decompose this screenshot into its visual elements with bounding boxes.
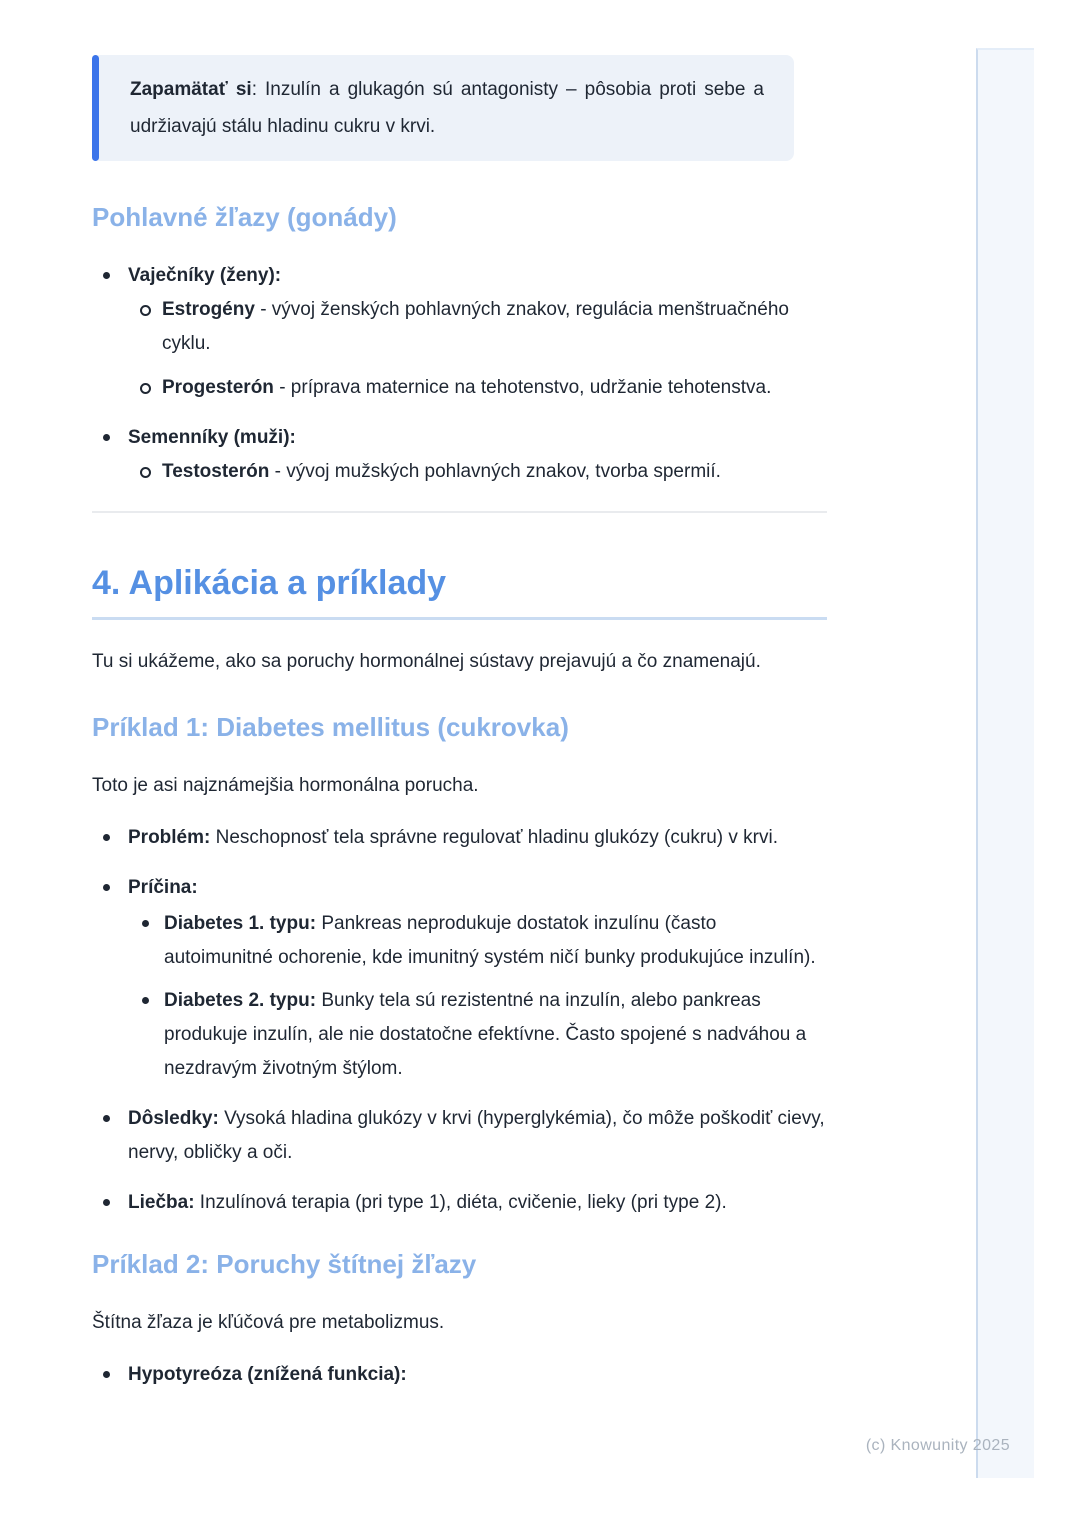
- list-item-rest: Inzulínová terapia (pri type 1), diéta, cvičenie, lieky (pri type 2).: [194, 1192, 727, 1213]
- list-item-progesterone: [128, 371, 827, 405]
- thyroid-list: [92, 1358, 827, 1392]
- diabetes-list: [92, 821, 827, 1220]
- list-item-text: [128, 1102, 827, 1170]
- list-item-testosterone: [128, 455, 827, 489]
- callout-remember-box: [92, 55, 794, 161]
- heading-gonads: Pohlavné žľazy (gonády): [92, 202, 397, 232]
- list-item-body: [164, 984, 827, 1086]
- circle-bullet-icon: [140, 383, 151, 394]
- list-item-text: [162, 371, 827, 405]
- list-item-rest: Vysoká hladina glukózy v krvi (hyperglykémia), čo môže poškodiť cievy, nervy, obličky a oči.: [128, 1108, 825, 1163]
- list-item-ovaries: [92, 259, 827, 405]
- bullet-icon: [103, 1115, 110, 1122]
- list-item-text: [164, 907, 827, 975]
- list-item-consequences: [92, 1102, 827, 1170]
- list-item-body: [164, 907, 827, 975]
- list-item-body: [162, 293, 827, 361]
- list-item-text: [162, 293, 827, 361]
- list-item-rest: Neschopnosť tela správne regulovať hladinu glukózy (cukru) v krvi.: [210, 827, 778, 848]
- list-item-diabetes-type1: [128, 907, 827, 975]
- list-item-lead: Dôsledky:: [128, 1108, 219, 1129]
- list-item-lead: Hypotyreóza (znížená funkcia):: [128, 1364, 407, 1385]
- list-item-rest: Bunky tela sú rezistentné na inzulín, alebo pankreas produkuje inzulín, ale nie dostatočne efektívne. Často spojené s nadváhou a nezdravým životným štýlom.: [164, 990, 807, 1079]
- heading-example2: Príklad 2: Poruchy štítnej žľazy: [92, 1249, 477, 1279]
- bullet-icon: [103, 834, 110, 841]
- list-item-text: [128, 259, 827, 293]
- list-item-testes: [92, 421, 827, 489]
- list-item-hypothyroidism: [92, 1358, 827, 1392]
- list-item-body: [128, 421, 827, 489]
- list-item-text: [128, 821, 827, 855]
- application-intro: Tu si ukážeme, ako sa poruchy hormonálnej sústavy prejavujú a čo znamenajú.: [92, 651, 761, 672]
- list-item-text: [128, 421, 827, 455]
- list-item-lead: Estrogény: [162, 299, 255, 320]
- list-item-cause: [92, 871, 827, 1086]
- list-item-body: [128, 1102, 827, 1170]
- list-item-lead: Diabetes 1. typu:: [164, 913, 317, 934]
- list-item-body: [128, 1186, 827, 1220]
- list-item-text: [128, 1358, 827, 1392]
- list-item-rest: - vývoj mužských pohlavných znakov, tvorba spermií.: [269, 461, 721, 482]
- list-item-lead: Vaječníky (ženy):: [128, 265, 282, 286]
- list-item-diabetes-type2: [128, 984, 827, 1086]
- example2-intro: Štítna žľaza je kľúčová pre metabolizmus.: [92, 1312, 445, 1333]
- list-item-lead: Problém:: [128, 827, 211, 848]
- circle-bullet-icon: [140, 467, 151, 478]
- callout-lead: Zapamätať si: [130, 79, 252, 100]
- list-item-lead: Progesterón: [162, 377, 274, 398]
- list-item-lead: Príčina:: [128, 877, 198, 898]
- list-item-body: [128, 1358, 827, 1392]
- list-item-text: [162, 455, 827, 489]
- callout-accent-bar: [92, 55, 99, 161]
- callout-text: [130, 71, 764, 145]
- list-item-rest: - príprava maternice na tehotenstvo, udržanie tehotenstva.: [273, 377, 772, 398]
- heading-application: 4. Aplikácia a príklady: [92, 561, 827, 620]
- bullet-icon: [103, 1199, 110, 1206]
- list-item-text: [128, 871, 827, 905]
- gonads-list: [92, 259, 827, 489]
- list-item-text: [128, 1186, 827, 1220]
- list-item-body: [128, 821, 827, 855]
- bullet-icon: [103, 272, 110, 279]
- list-item-body: [162, 455, 827, 489]
- example1-intro: Toto je asi najznámejšia hormonálna porucha.: [92, 775, 479, 796]
- bullet-icon: [142, 997, 149, 1004]
- list-item-body: [128, 259, 827, 405]
- ovaries-sublist: [128, 293, 827, 405]
- document-page-content: [92, 55, 827, 1392]
- copyright-watermark: (c) Knowunity 2025: [865, 1437, 1010, 1454]
- list-item-lead: Liečba:: [128, 1192, 195, 1213]
- list-item-lead: Testosterón: [162, 461, 270, 482]
- circle-bullet-icon: [140, 305, 151, 316]
- list-item-treatment: [92, 1186, 827, 1220]
- list-item-lead: Semenníky (muži):: [128, 427, 296, 448]
- heading-example1: Príklad 1: Diabetes mellitus (cukrovka): [92, 712, 569, 742]
- list-item-estrogens: [128, 293, 827, 361]
- list-item-problem: [92, 821, 827, 855]
- bullet-icon: [103, 884, 110, 891]
- bullet-icon: [103, 434, 110, 441]
- testes-sublist: [128, 455, 827, 489]
- section-divider: [92, 511, 827, 513]
- list-item-lead: Diabetes 2. typu:: [164, 990, 317, 1011]
- bullet-icon: [142, 920, 149, 927]
- list-item-rest: - vývoj ženských pohlavných znakov, regulácia menštruačného cyklu.: [162, 299, 789, 354]
- list-item-body: [128, 871, 827, 1086]
- cause-sublist: [128, 907, 827, 1086]
- callout-rest: : Inzulín a glukagón sú antagonisty – pôsobia proti sebe a udržiavajú stálu hladinu cukru v krvi.: [130, 79, 764, 137]
- list-item-rest: Pankreas neprodukuje dostatok inzulínu (často autoimunitné ochorenie, kde imunitný systém ničí bunky produkujúce inzulín).: [164, 913, 816, 968]
- list-item-text: [164, 984, 827, 1086]
- bullet-icon: [103, 1371, 110, 1378]
- page-side-strip: [976, 48, 1034, 1478]
- list-item-body: [162, 371, 827, 405]
